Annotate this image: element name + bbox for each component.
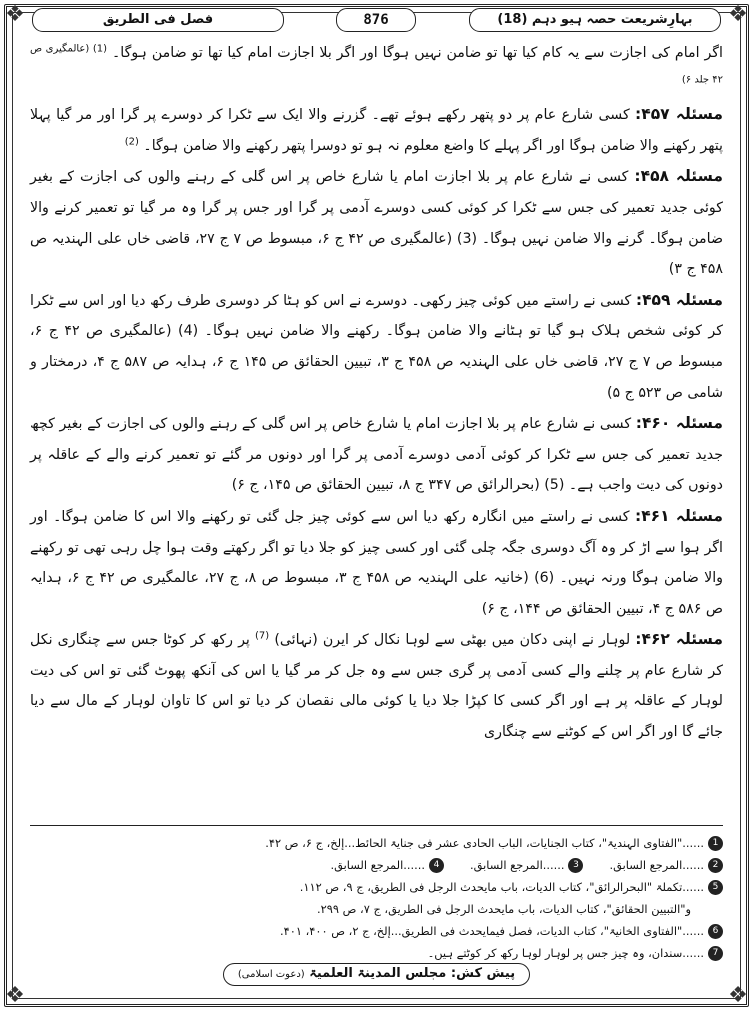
footnote-text: ......المرجع السابق. [330, 858, 425, 872]
book-part-label: بہارِشریعت حصہ ہیو دہم (18) [469, 8, 721, 32]
footnote-5 [30, 876, 723, 898]
main-text [30, 38, 723, 748]
masala-label: مسئلہ ۴۶۲: [635, 630, 723, 649]
masala-text: کسی نے راستے میں انگارہ رکھ دیا اس سے کوئی چیز جل گئی تو رکھنے والا اس کا ضامن ہوگا۔ اور اگر ہوا سے اڑ کر وہ آگ دوسری جگہ چلی گئی اور کسی چیز کو جلا دیا تو اگر رکھتے وقت ہوا چل رہی تھی تو رکھنے والا ضامن ہوگا ورنہ نہیں۔ [30, 508, 724, 587]
masala-ref: (3) (عالمگیری ص ۴۲ ج ۶، مبسوط ص ۷ ج ۲۷، قاضی خاں علی الہندیہ ص ۴۵۸ ج ۳) [30, 230, 723, 278]
footnote-number-badge: 4 [429, 858, 444, 873]
masala-460 [30, 408, 723, 501]
footnote-number-badge: 3 [568, 858, 583, 873]
footnote-1 [30, 832, 723, 854]
masala-459 [30, 285, 723, 408]
footnote-number-badge: 1 [708, 836, 723, 851]
masala-text: پر رکھ کر کوٹا جس سے چنگاری نکل کر شارع عام پر چلنے والے کسی آدمی پر گری جس سے وہ جل کر مر گیا یا اس کی آنکھ پھوٹ گئی تو اس کی دیت لوہار کے عاقلہ پر ہے اور اگر کسی کا کپڑا جلا دیا یا کوئی مالی نقصان کر دیا تو اس کا تاوان لوہار کے مال سے دیا جائے گا اور اگر اس کے کوٹنے سے چنگاری [30, 632, 723, 741]
footnote-number-badge: 6 [708, 924, 723, 939]
footnote-text: و"التبیین الحقائق"، کتاب الدیات، باب مایحدث الرجل فی الطریق، ج ۷، ص ۲۹۹. [317, 902, 691, 916]
footnote-text: ......المرجع السابق. [469, 858, 565, 872]
footnote-6 [30, 920, 723, 942]
footnote-number-badge: 2 [708, 858, 723, 873]
page-header [32, 8, 721, 32]
footnote-number-badge: 5 [708, 880, 723, 895]
footnote-divider [30, 825, 723, 826]
intro-text: اگر امام کی اجازت سے یہ کام کیا تھا تو ضامن نہیں ہوگا اور اگر بلا اجازت امام کیا تھا تو ضامن ہوگا۔ [111, 45, 723, 61]
footnote-ref: (2) [124, 136, 139, 148]
footnote-2 [609, 854, 723, 876]
masala-label: مسئلہ ۴۵۸: [634, 167, 723, 186]
publisher-prefix: پیش کش: [450, 966, 516, 981]
publisher-subtitle: (دعوت اسلامی) [237, 969, 305, 980]
footnote-row-2-4 [30, 854, 723, 876]
masala-text: لوہار نے اپنی دکان میں بھٹی سے لوہا نکال کر ایرن (نہائی) [274, 632, 631, 649]
masala-461 [30, 501, 723, 624]
masala-text: کسی نے شارع عام پر بلا اجازت امام یا شارع خاص پر اس گلی کے رہنے والوں کی اجازت کے بغیر کچھ جدید تعمیر کی جس سے ٹکرا کر کوئی آدمی دوسرے آدمی پر گرا اور دونوں مر گئے تو تعمیر کرنے والے کے عاقلہ پر دونوں کی دیت واجب ہے۔ [30, 416, 723, 494]
page-number: 876 [336, 8, 416, 32]
masala-text: کسی نے راستے میں کوئی چیز رکھی۔ دوسرے نے اس کو ہٹا کر دوسری طرف رکھ دیا اور اس سے ٹکرا کر کوئی شخص ہلاک ہو گیا تو ہٹانے والا ضامن ہوگا۔ رکھنے والا ضامن نہیں ہوگا۔ [30, 292, 723, 340]
corner-ornament-icon: ❖ [5, 983, 25, 1008]
footnote-number-badge: 7 [708, 946, 723, 961]
footnotes [30, 832, 723, 964]
footnote-text: ......"الفتاوی الخانیۃ"، کتاب الدیات، فصل فیمایحدث فی الطریق...إلخ، ج ۲، ص ۴۰۰، ۴۰۱. [280, 924, 704, 938]
footnote-text: ......"الفتاوی الہندیۃ"، کتاب الجنایات، الباب الحادی عشر فی جنایۃ الحائط...إلخ، ج ۶، ص ۴۲. [265, 836, 704, 850]
masala-label: مسئلہ ۴۵۷: [635, 105, 723, 124]
corner-ornament-icon: ❖ [728, 2, 748, 27]
intro-paragraph [30, 38, 723, 99]
footnote-3 [470, 854, 584, 876]
publisher-footer [0, 962, 753, 1002]
masala-label: مسئلہ ۴۶۱: [634, 506, 723, 525]
masala-label: مسئلہ ۴۶۰: [635, 414, 723, 433]
masala-label: مسئلہ ۴۵۹: [635, 290, 723, 309]
footnote-text: ......المرجع السابق. [609, 858, 704, 872]
footnote-4 [330, 854, 444, 876]
corner-ornament-icon: ❖ [5, 2, 25, 27]
masala-ref: (4) (عالمگیری ص ۴۲ ج ۶، مبسوط ص ۷ ج ۲۷، قاضی خاں علی الہندیہ ص ۴۵۸ ج ۳، تبیین الحقائق ص ۱۴۵ ج ۶، ہدایہ ص ۵۸۷ ج ۴، درمختار و شامی ص ۵۲۳ ج ۵) [30, 323, 723, 401]
footnote-text: ......تکملۃ "البحرالرائق"، کتاب الدیات، باب مایحدث الرجل فی الطریق، ج ۹، ص ۱۱۲. [299, 880, 704, 894]
footnote-7 [30, 942, 723, 964]
chapter-title: فصل فی الطریق [32, 8, 284, 32]
masala-ref: (6) (خانیہ علی الہندیہ ص ۴۵۸ ج ۳، مبسوط ص ۸، ج ۲۷، عالمگیری ص ۴۲ ج ۶، ہدایہ ص ۵۸۶ ج ۴، تبیین الحقائق ص ۱۴۴، ج ۶) [30, 570, 723, 617]
masala-457 [30, 99, 723, 161]
masala-text: کسی شارع عام پر دو پتھر رکھے ہوئے تھے۔ گزرنے والا ایک سے ٹکرا کر دوسرے پر گرا اور مر گیا پہلا پتھر رکھنے والا ضامن ہوگا اور اگر پہلے کا واضع معلوم نہ ہو تو دوسرا پتھر رکھنے والا ضامن ہوگا۔ [30, 107, 723, 154]
masala-458 [30, 161, 723, 284]
intro-ref: (1) (عالمگیری ص ۴۲ جلد ۶) [30, 43, 723, 85]
masala-ref: (5) (بحرالرائق ص ۳۴۷ ج ۸، تبیین الحقائق ص ۱۴۵، ج ۶) [231, 477, 565, 494]
masala-462 [30, 624, 723, 747]
footnote-ref: (7) [255, 630, 270, 642]
masala-text: کسی نے شارع عام پر بلا اجازت امام یا شارع خاص پر اس گلی کے رہنے والوں کی اجازت کے بغیر کوئی جدید تعمیر کی جس سے ٹکرا کر کوئی کسی دوسرے آدمی پر گرا اور جس پر گرا وہ مر گیا تو تعمیر کرنے والا ضامن ہوگا۔ گرنے والا ضامن نہیں ہوگا۔ [30, 169, 724, 247]
footnote-5-continued [30, 898, 723, 920]
corner-ornament-icon: ❖ [728, 983, 748, 1008]
publisher-name: مجلس المدینۃ العلمیۃ [309, 966, 447, 981]
footnote-text: ......سندان، وہ چیز جس پر لوہار لوہا رکھ کر کوٹتے ہیں۔ [427, 946, 704, 960]
publisher-box [223, 963, 530, 986]
